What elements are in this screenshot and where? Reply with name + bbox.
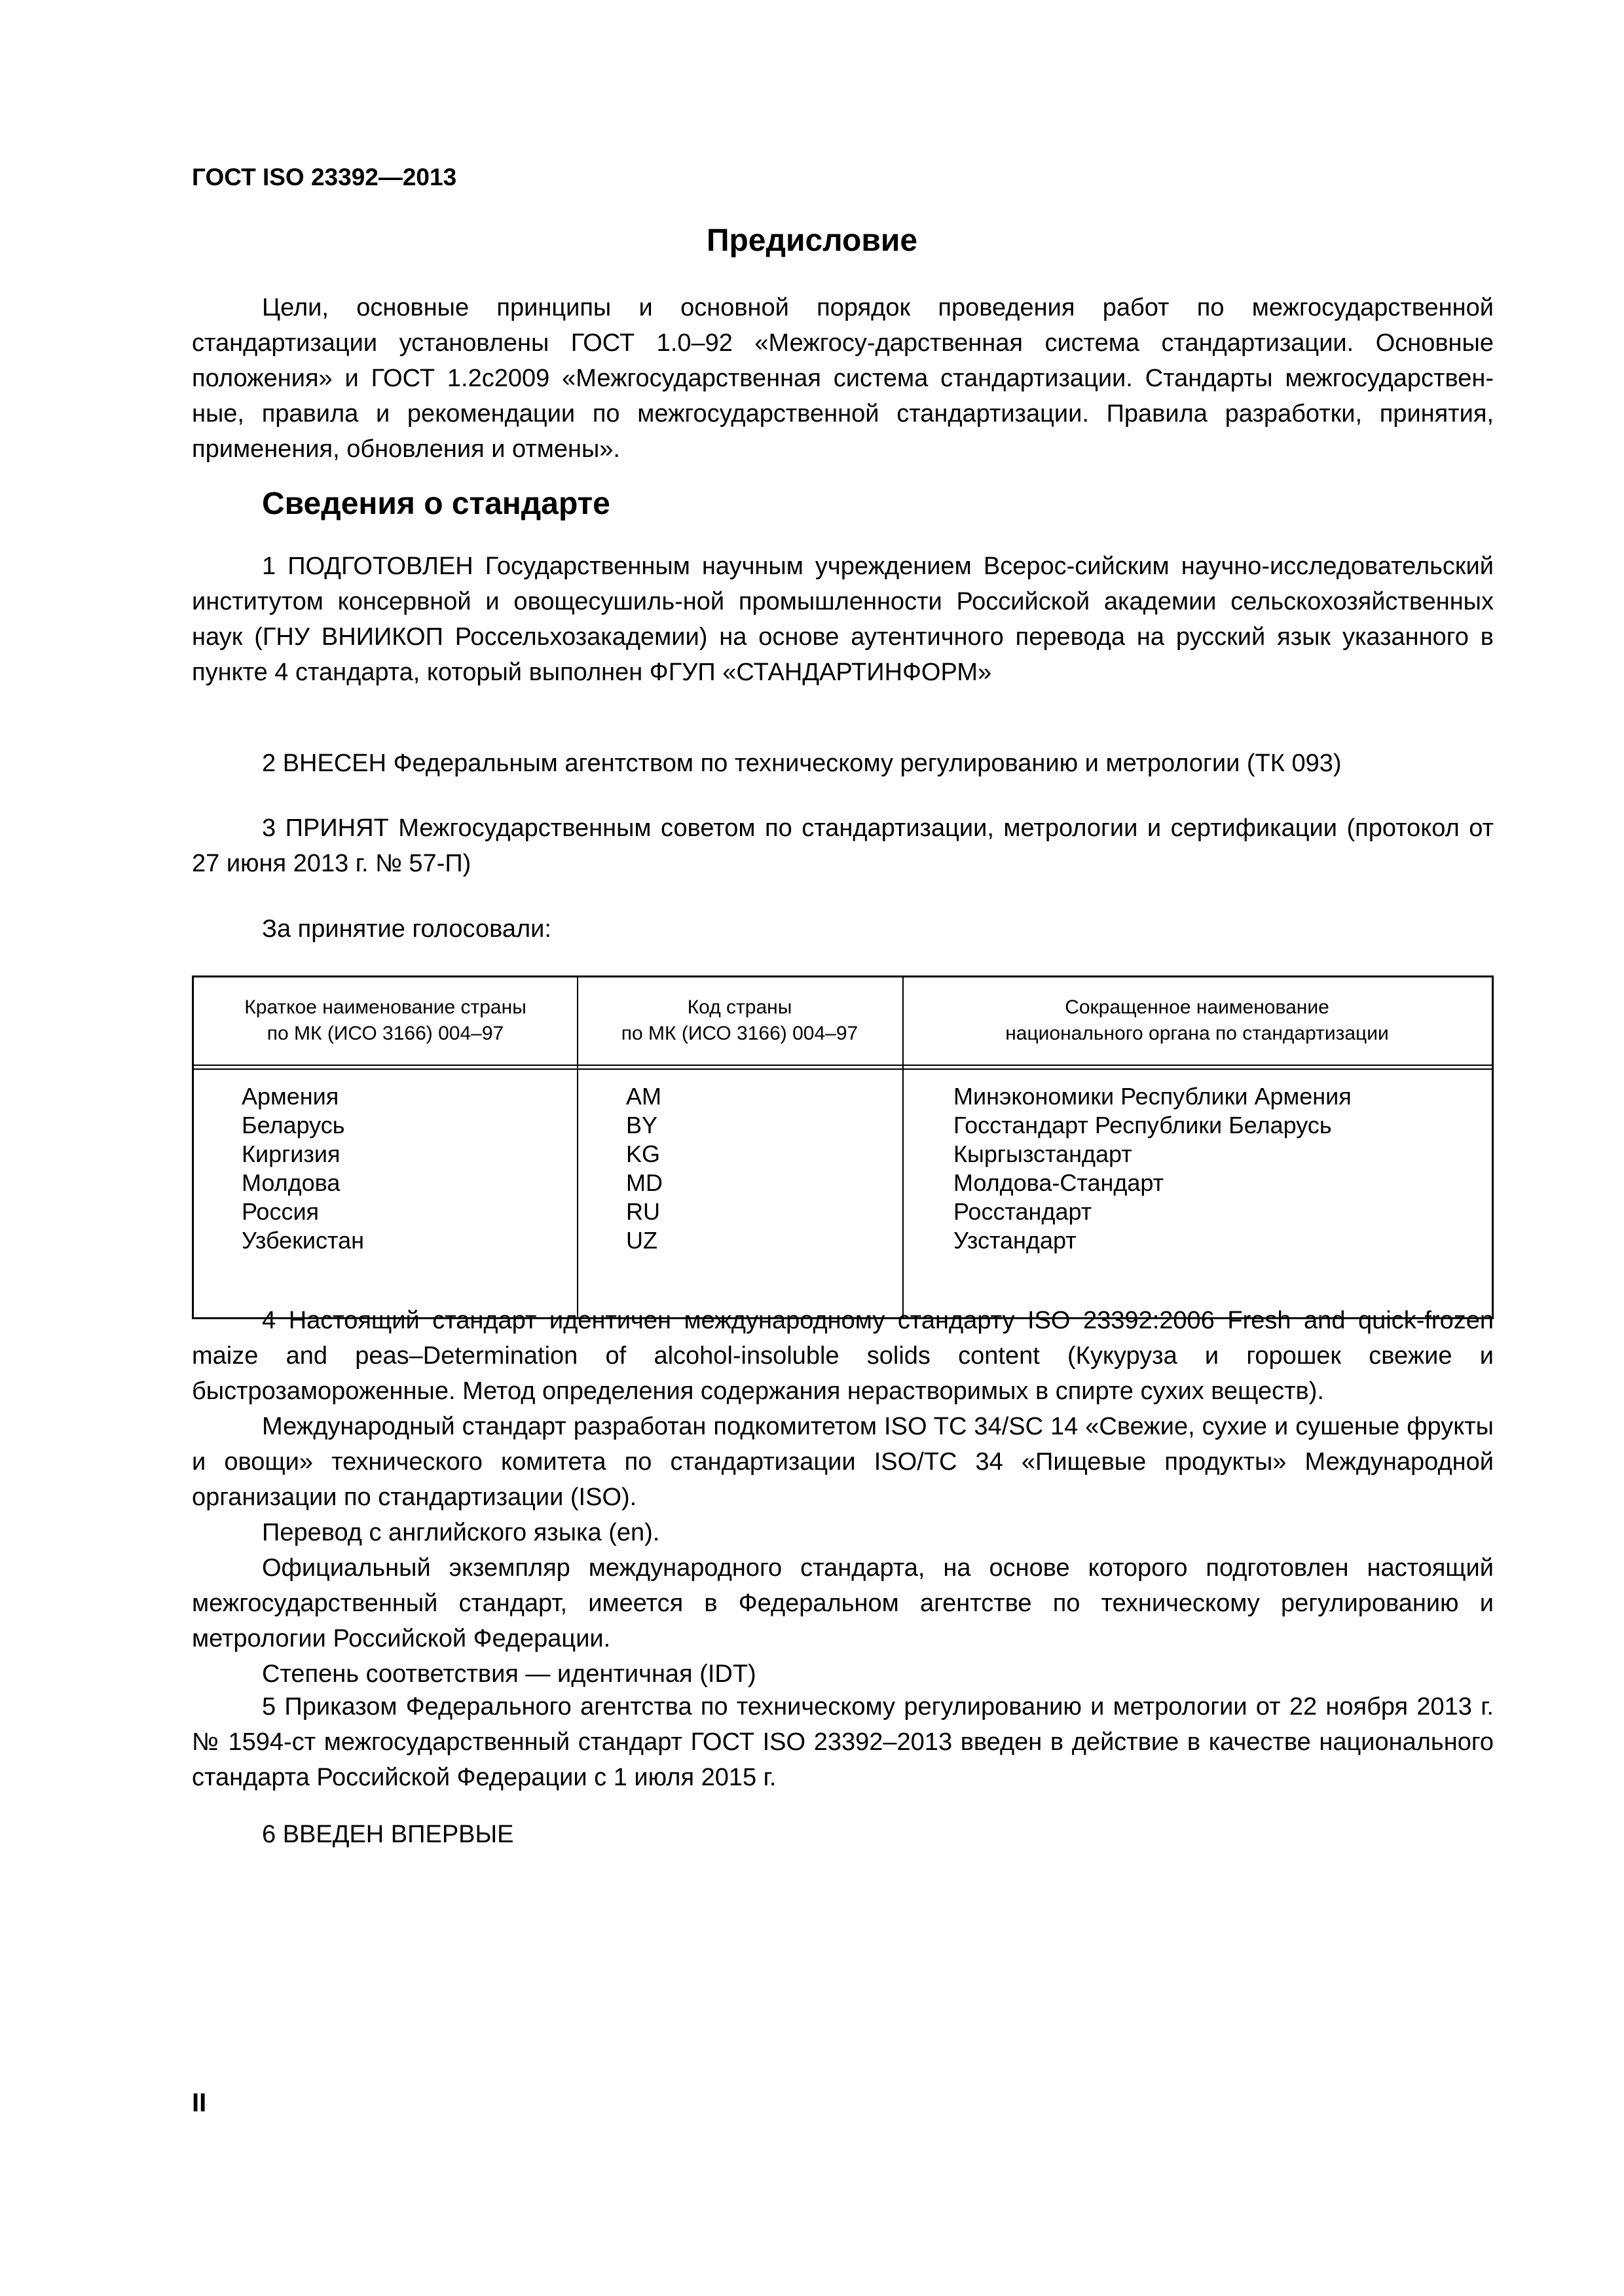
table-cell-body: Росстандарт <box>953 1198 1092 1225</box>
item-5-block <box>192 1689 1494 1795</box>
vote-label: За принятие голосовали: <box>262 915 551 943</box>
table-cell-body: Госстандарт Республики Беларусь <box>953 1112 1332 1139</box>
table-column-code <box>626 1082 663 1255</box>
table-cell-code: KG <box>626 1140 661 1167</box>
item-3-paragraph: 3 ПРИНЯТ Межгосударственным советом по стандартизации, метрологии и сертификации (протокол от 27 июня 2013 г. № 57-П) <box>192 814 1494 877</box>
table-header-code <box>577 994 902 1047</box>
table-cell-code: MD <box>626 1169 663 1196</box>
table-cell-country: Киргизия <box>242 1140 341 1167</box>
section-title: Сведения о стандарте <box>262 486 610 521</box>
page-title: Предисловие <box>706 223 918 258</box>
table-cell-code: BY <box>626 1112 658 1139</box>
table-header-divider <box>194 1065 1492 1066</box>
item-4-paragraph: 4 Настоящий стандарт идентичен международному стандарту ISO 23392:2006 Fresh and quick-frozen maize and peas–Determination of alcohol-insoluble solids content (Кукуруза и горошек свежие и быстрозамороженные. Метод определения содержания нерастворимых в спирте сухих веществ). <box>192 1307 1494 1405</box>
item-4-paragraph: Официальный экземпляр международного стандарта, на основе которого подготовлен настоящий межгосударственный стандарт, имеется в Федеральном агентстве по техническому регулированию и метрологии Российской Федерации. <box>192 1554 1494 1652</box>
intro-paragraph: Цели, основные принципы и основной порядок проведения работ по межгосударственной стандартизации установлены ГОСТ 1.0–92 «Межгосу-дарственная система стандартизации. Основные положения» и ГОСТ 1.2с2009 «Межгосударственная система стандартизации. Стандарты межгосударствен-ные, правила и рекомендации по межгосударственной стандартизации. Правила разработки, принятия, применения, обновления и отмены». <box>192 294 1494 463</box>
table-header-line: Сокращенное наименование <box>1065 996 1329 1018</box>
table-cell-country: Узбекистан <box>242 1227 365 1254</box>
table-header-line: национального органа по стандартизации <box>1005 1023 1389 1044</box>
item-4-paragraph: Международный стандарт разработан подкомитетом ISO TC 34/SC 14 «Свежие, сухие и сушеные фрукты и овощи» технического комитета по стандартизации ISO/TC 34 «Пищевые продукты» Международной организации по стандартизации (ISO). <box>192 1413 1494 1511</box>
intro-block <box>192 290 1494 467</box>
table-cell-body: Кыргызстандарт <box>953 1140 1132 1167</box>
table-cell-body: Молдова-Стандарт <box>953 1169 1164 1196</box>
item-5-paragraph: 5 Приказом Федерального агентства по техническому регулированию и метрологии от 22 ноября 2013 г. № 1594-ст межгосударственный стандарт ГОСТ ISO 23392–2013 введен в действие в качестве национального стандарта Российской Федерации с 1 июля 2015 г. <box>192 1693 1494 1791</box>
table-cell-country: Молдова <box>242 1169 341 1196</box>
table-header-line: Краткое наименование страны <box>244 996 526 1018</box>
item-4-block <box>192 1303 1494 1692</box>
table-column-body <box>953 1082 1352 1255</box>
table-cell-code: AM <box>626 1083 661 1110</box>
table-cell-country: Беларусь <box>242 1112 345 1139</box>
voting-table <box>192 975 1494 1319</box>
page-number: II <box>192 2088 207 2117</box>
table-header-country <box>194 994 577 1047</box>
item-3-block <box>192 811 1494 881</box>
table-cell-country: Россия <box>242 1198 320 1225</box>
table-cell-country: Армения <box>242 1083 339 1110</box>
table-header-line: Код страны <box>687 996 792 1018</box>
table-header-line: по МК (ИСО 3166) 004–97 <box>267 1023 504 1044</box>
item-4-paragraph: Степень соответствия — идентичная (IDT) <box>262 1660 756 1688</box>
item-6-block <box>192 1817 1494 1852</box>
table-header-line: по МК (ИСО 3166) 004–97 <box>621 1023 858 1044</box>
table-header-body <box>902 994 1492 1047</box>
table-cell-code: RU <box>626 1198 660 1225</box>
document-code-header: ГОСТ ISO 23392—2013 <box>192 164 457 191</box>
item-1-block <box>192 549 1494 690</box>
item-4-paragraph: Перевод с английского языка (en). <box>262 1519 660 1546</box>
item-6-paragraph: 6 ВВЕДЕН ВПЕРВЫЕ <box>262 1821 514 1848</box>
item-1-paragraph: 1 ПОДГОТОВЛЕН Государственным научным учреждением Всерос-сийским научно-исследовательский институтом консервной и овощесушиль-ной промышленности Российской академии сельскохозяйственных наук (ГНУ ВНИИКОП Россельхозакадемии) на основе аутентичного перевода на русский язык указанного в пункте 4 стандарта, который выполнен ФГУП «СТАНДАРТИНФОРМ» <box>192 553 1494 686</box>
table-column-country <box>242 1082 364 1255</box>
table-header-divider <box>194 1068 1492 1070</box>
table-cell-body: Минэкономики Республики Армения <box>953 1083 1352 1110</box>
item-2-paragraph: 2 ВНЕСЕН Федеральным агентством по техническому регулированию и метрологии (ТК 093) <box>262 750 1342 777</box>
table-cell-code: UZ <box>626 1227 657 1254</box>
item-2-block <box>192 746 1494 781</box>
table-cell-body: Узстандарт <box>953 1227 1077 1254</box>
